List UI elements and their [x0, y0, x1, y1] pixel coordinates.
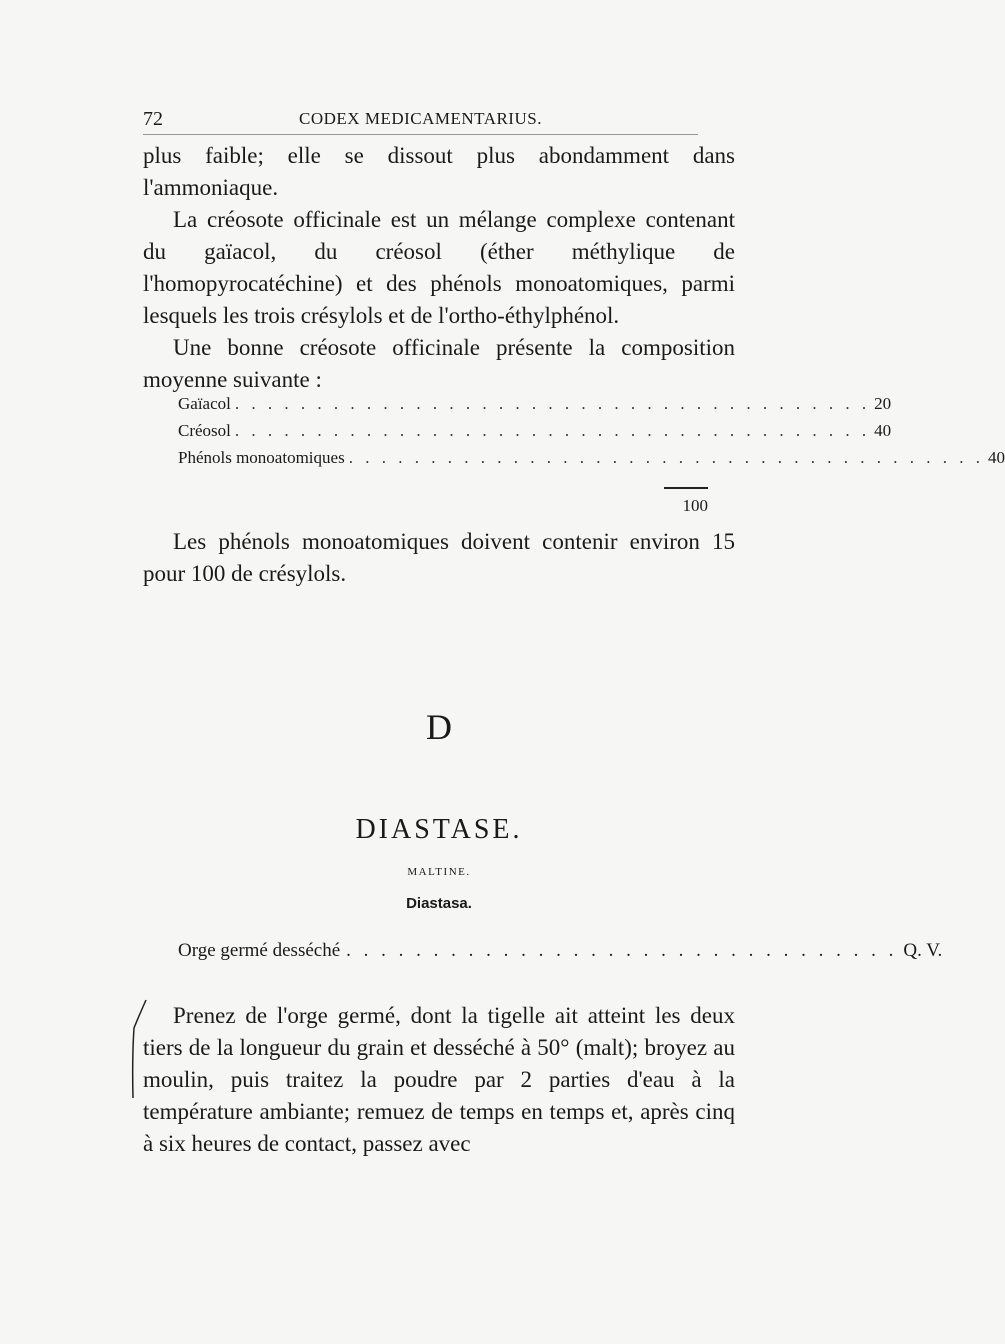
- paragraph: La créosote officinale est un mélange complexe contenant du gaïacol, du créosol (éther méthylique de l'homopyrocatéchine) et des phénols monoatomiques, parmi lesquels les trois crésylols et de l'ortho-éthylphénol.: [143, 207, 735, 328]
- body-text-bottom: [143, 1000, 735, 1160]
- paragraph: Les phénols monoatomiques doivent contenir environ 15 pour 100 de crésylols.: [143, 529, 735, 586]
- dot-leader: . . . . . . . . . . . . . . . . . . . . . . . . . . . . . . . . . . . . . . .: [234, 421, 871, 440]
- composition-label: Phénols monoatomiques: [178, 448, 345, 467]
- composition-row: [178, 448, 1005, 475]
- page-number: 72: [143, 108, 163, 130]
- composition-value: 20: [874, 394, 892, 413]
- section-letter: D: [426, 707, 452, 747]
- body-text-top: [143, 140, 735, 396]
- composition-table: [178, 394, 1005, 475]
- section-title: DIASTASE.: [355, 814, 523, 845]
- body-text-middle: [143, 526, 735, 590]
- composition-total: 100: [682, 496, 708, 515]
- composition-row: [178, 421, 892, 448]
- composition-value: 40: [987, 448, 1005, 467]
- paragraph: Une bonne créosote officinale présente la composition moyenne suivante :: [143, 335, 735, 392]
- composition-label: Gaïacol: [178, 394, 231, 413]
- ingredient-line: [178, 940, 943, 962]
- composition-label: Créosol: [178, 421, 231, 440]
- paragraph: Prenez de l'orge germé, dont la tigelle ait atteint les deux tiers de la longueur du grain et desséché à 50° (malt); broyez au moulin, puis traitez la poudre par 2 parties d'eau à la température ambiante; remuez de temps en temps et, après cinq à six heures de contact, passez avec: [143, 1003, 735, 1156]
- paragraph: plus faible; elle se dissout plus abondamment dans l'ammoniaque.: [143, 143, 735, 200]
- composition-row: [178, 394, 892, 421]
- section-latin-name: Diastasa.: [406, 895, 472, 912]
- ingredient-quantity: Q. V.: [903, 940, 943, 961]
- page-header: [143, 108, 698, 135]
- dot-leader: . . . . . . . . . . . . . . . . . . . . . . . . . . . . . . . . . . . . . . .: [348, 448, 984, 467]
- ingredient-label: Orge germé desséché: [178, 940, 341, 961]
- total-rule: [664, 487, 708, 489]
- composition-value: 40: [874, 421, 892, 440]
- dot-leader: . . . . . . . . . . . . . . . . . . . . . . . . . . . . . . . . . . . . . . .: [234, 394, 871, 413]
- dot-leader: . . . . . . . . . . . . . . . . . . . . . . . . . . . . . . . .: [346, 940, 898, 961]
- running-title: CODEX MEDICAMENTARIUS.: [299, 109, 542, 128]
- section-synonym: MALTINE.: [407, 866, 471, 878]
